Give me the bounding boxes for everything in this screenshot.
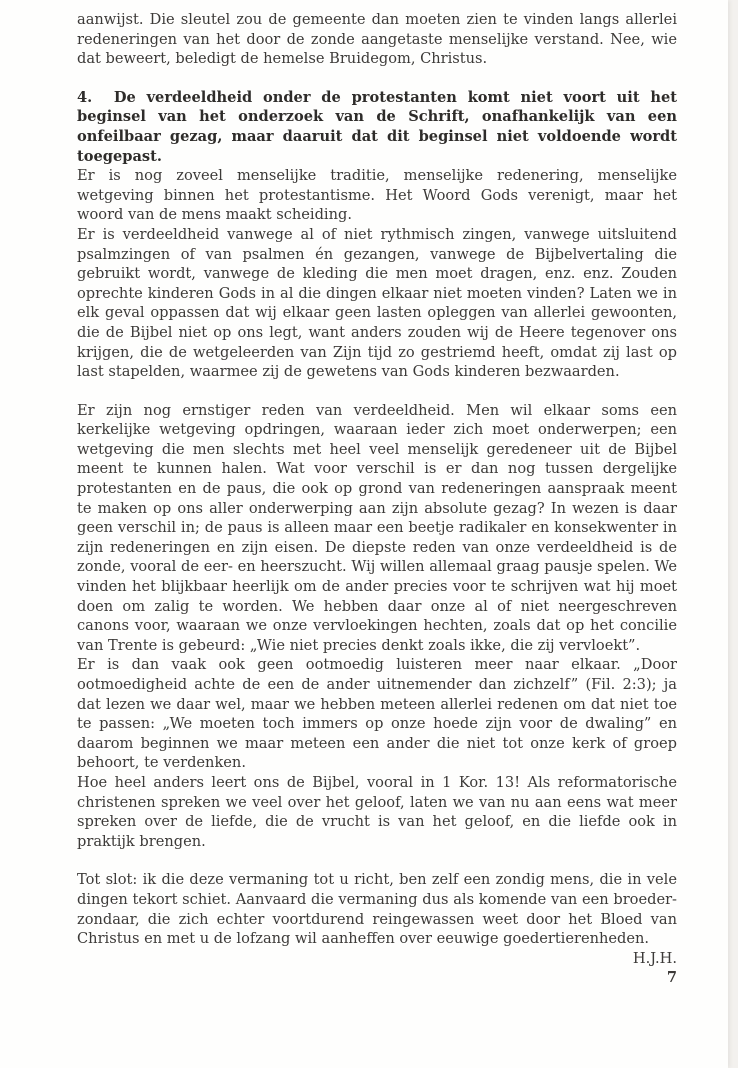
paragraph: Er zijn nog ernstiger reden van verdeeldheid. Men wil elkaar soms een kerkelijke wetgeving opdringen, waaraan ieder zich moet onderwerpen; een wetgeving die men slechts met heel veel menselijk geredeneer uit de Bijbel meent te kunnen halen. Wat voor verschil is er dan nog tussen dergelijke protestanten en de paus, die ook op grond van redeneringen aanspraak meent te maken op ons aller onderwerping aan zijn absolute gezag? In wezen is daar geen verschil in; de paus is alleen maar een beetje radikaler en konsekwenter in zijn redeneringen en zijn eisen. De diepste reden van onze verdeeldheid is de zonde, vooral de eer- en heerszucht. Wij willen allemaal graag pausje spelen. We vinden het blijkbaar heerlijk om de ander precies voor te schrijven wat hij moet doen om zalig te worden. We hebben daar onze al of niet neergeschreven canons voor, waaraan we onze vervloekingen hechten, zoals dat op het concilie van Trente is gebeurd: „Wie niet precies denkt zoals ikke, die zij vervloekt”. — [77, 401, 677, 654]
paragraph: Er is verdeeldheid vanwege al of niet rythmisch zingen, vanwege uitsluitend psalmzingen of van psalmen én gezangen, vanwege de Bijbelvertaling die gebruikt wordt, vanwege de kleding die men moet dragen, enz. enz. Zouden oprechte kinderen Gods in al die dingen elkaar niet moeten vinden? Laten we in elk geval oppassen dat wij elkaar geen lasten opleggen van allerlei gewoonten, die de Bijbel niet op ons legt, want anders zouden wij de Heere tegenover ons krijgen, die de wetgeleerden van Zijn tijd zo gestriemd heeft, omdat zij last op last stapelden, waarmee zij de gewetens van Gods kinderen bezwaarden. — [77, 225, 677, 381]
section-heading — [77, 88, 677, 166]
paragraph-continuation: aanwijst. Die sleutel zou de gemeente dan moeten zien te vinden langs allerlei redeneringen van het door de zonde aangetaste menselijke verstand. Nee, wie dat beweert, beledigt de hemelse Bruidegom, Christus. — [77, 11, 677, 68]
page-number: 7 — [666, 969, 677, 987]
author-signature: H.J.H. — [632, 949, 677, 967]
paragraph: Hoe heel anders leert ons de Bijbel, vooral in 1 Kor. 13! Als reformatorische christenen spreken we veel over het geloof, laten we van nu aan eens wat meer spreken over de liefde, die de vrucht is van het geloof, en die liefde ook in praktijk brengen. — [77, 773, 677, 850]
section-number: 4. — [77, 88, 93, 106]
paragraph: Er is nog zoveel menselijke traditie, menselijke redenering, menselijke wetgeving binnen het protestantisme. Het Woord Gods verenigt, maar het woord van de mens maakt scheiding. — [77, 167, 677, 224]
paragraph-closing: Tot slot: ik die deze vermaning tot u richt, ben zelf een zondig mens, die in vele dingen tekort schiet. Aanvaard die vermaning dus als komende van een broeder-zondaar, die zich echter voortdurend reingewassen weet door het Bloed van Christus en met u de lofzang wil aanheffen over eeuwige goedertierenheden. — [77, 871, 677, 948]
body-text — [77, 10, 677, 988]
paragraph: Er is dan vaak ook geen ootmoedig luisteren meer naar elkaar. „Door ootmoedigheid achte de een de ander uitnemender dan zichzelf” (Fil. 2:3); ja dat lezen we daar wel, maar we hebben meteen allerlei redenen om dat niet toe te passen: „We moeten toch immers op onze hoede zijn voor de dwaling” en daarom beginnen we maar meteen een ander die niet tot onze kerk of groep behoort, te verdenken. — [77, 656, 677, 772]
section-heading-text: De verdeeldheid onder de protestanten komt niet voort uit het beginsel van het onderzoek van de Schrift, onafhankelijk van een onfeilbaar gezag, maar daaruit dat dit beginsel niet voldoende wordt toegepast. — [77, 88, 677, 165]
